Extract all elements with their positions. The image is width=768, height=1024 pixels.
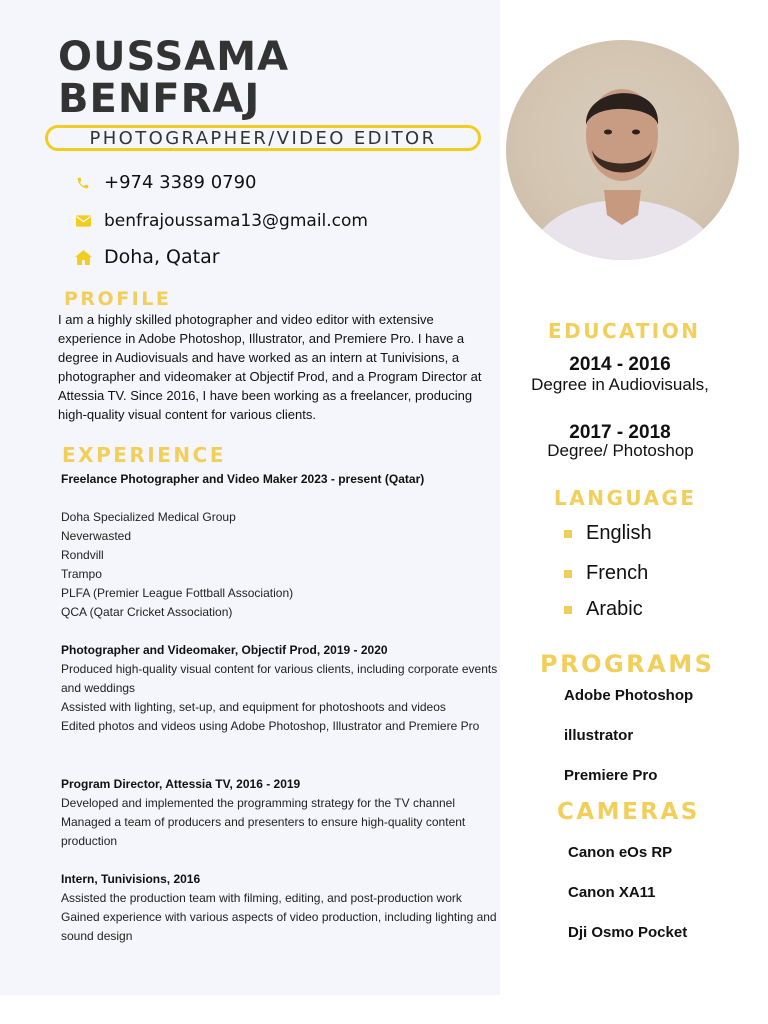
experience-freelance <box>61 470 499 622</box>
language-label: French <box>586 562 649 584</box>
experience-line: Gained experience with various aspects of video production, including lighting and sound design <box>61 910 497 943</box>
experience-title: Freelance Photographer and Video Maker 2023 - present (Qatar) <box>61 472 425 486</box>
camera-item: Canon XA11 <box>568 884 656 901</box>
experience-line: Assisted the production team with filming, editing, and post-production work <box>61 891 462 905</box>
education-degree: Degree in Audiovisuals, <box>531 375 709 394</box>
phone-number: +974 3389 0790 <box>104 172 257 193</box>
language-item <box>564 598 643 621</box>
home-icon <box>74 248 92 266</box>
education-heading: EDUCATION <box>548 319 701 343</box>
experience-title: Program Director, Attessia TV, 2016 - 2019 <box>61 777 301 791</box>
experience-heading: EXPERIENCE <box>62 443 226 467</box>
camera-item: Canon eOs RP <box>568 844 673 861</box>
bullet-icon <box>564 530 572 538</box>
profile-text: I am a highly skilled photographer and video editor with extensive experience in Adobe Photoshop, Illustrator, and Premiere Pro. I have a degree in Audiovisuals and have worked as an intern at Tunivisions, a photographer and videomaker at Objectif Prod, and a Program Director at Attessia TV. Since 2016, I have been working as a freelancer, producing high-quality visual content for various clients. <box>58 312 482 422</box>
last-name: BENFRAJ <box>58 76 261 122</box>
bullet-icon <box>564 606 572 614</box>
bullet-icon <box>564 570 572 578</box>
experience-attessia <box>61 775 499 851</box>
education-degree: Degree/ Photoshop <box>547 441 694 460</box>
experience-line: Assisted with lighting, set-up, and equipment for photoshoots and videos <box>61 700 446 714</box>
profile-heading: PROFILE <box>64 288 172 310</box>
cameras-heading: CAMERAS <box>557 799 700 825</box>
language-heading: LANGUAGE <box>554 486 697 510</box>
experience-tunivisions <box>61 870 499 946</box>
program-item: Adobe Photoshop <box>564 687 694 704</box>
first-name: OUSSAMA <box>58 34 290 80</box>
client-item: Neverwasted <box>61 529 132 543</box>
contact-phone <box>74 172 257 193</box>
profile-photo <box>506 40 739 260</box>
experience-line: Managed a team of producers and presenters to ensure high-quality content production <box>61 815 466 848</box>
language-label: English <box>586 522 652 544</box>
experience-line: Edited photos and videos using Adobe Photoshop, Illustrator and Premiere Pro <box>61 719 480 733</box>
experience-line: Produced high-quality visual content for various clients, including corporate events and weddings <box>61 662 498 695</box>
client-item: Doha Specialized Medical Group <box>61 510 236 524</box>
location-text: Doha, Qatar <box>104 246 220 268</box>
name-heading <box>58 36 289 120</box>
program-item: illustrator <box>564 727 634 744</box>
programs-heading: PROGRAMS <box>540 650 715 678</box>
contact-email <box>74 211 368 231</box>
client-item: QCA (Qatar Cricket Association) <box>61 605 233 619</box>
education-years: 2017 - 2018 <box>569 422 671 443</box>
language-item <box>564 562 648 585</box>
email-address: benfrajoussama13@gmail.com <box>104 211 368 231</box>
experience-title: Photographer and Videomaker, Objectif Prod, 2019 - 2020 <box>61 643 388 657</box>
job-title: PHOTOGRAPHER/VIDEO EDITOR <box>45 125 481 151</box>
language-label: Arabic <box>586 598 643 620</box>
client-item: Rondvill <box>61 548 104 562</box>
client-item: Trampo <box>61 567 102 581</box>
experience-title: Intern, Tunivisions, 2016 <box>61 872 201 886</box>
language-item <box>564 522 652 545</box>
envelope-icon <box>74 212 92 230</box>
experience-objectif <box>61 641 499 736</box>
contact-location <box>74 246 220 268</box>
education-years: 2014 - 2016 <box>569 354 671 375</box>
experience-line: Developed and implemented the programming strategy for the TV channel <box>61 796 456 810</box>
program-item: Premiere Pro <box>564 767 658 784</box>
client-item: PLFA (Premier League Fottball Association) <box>61 586 294 600</box>
camera-item: Dji Osmo Pocket <box>568 924 688 941</box>
phone-icon <box>74 174 92 192</box>
